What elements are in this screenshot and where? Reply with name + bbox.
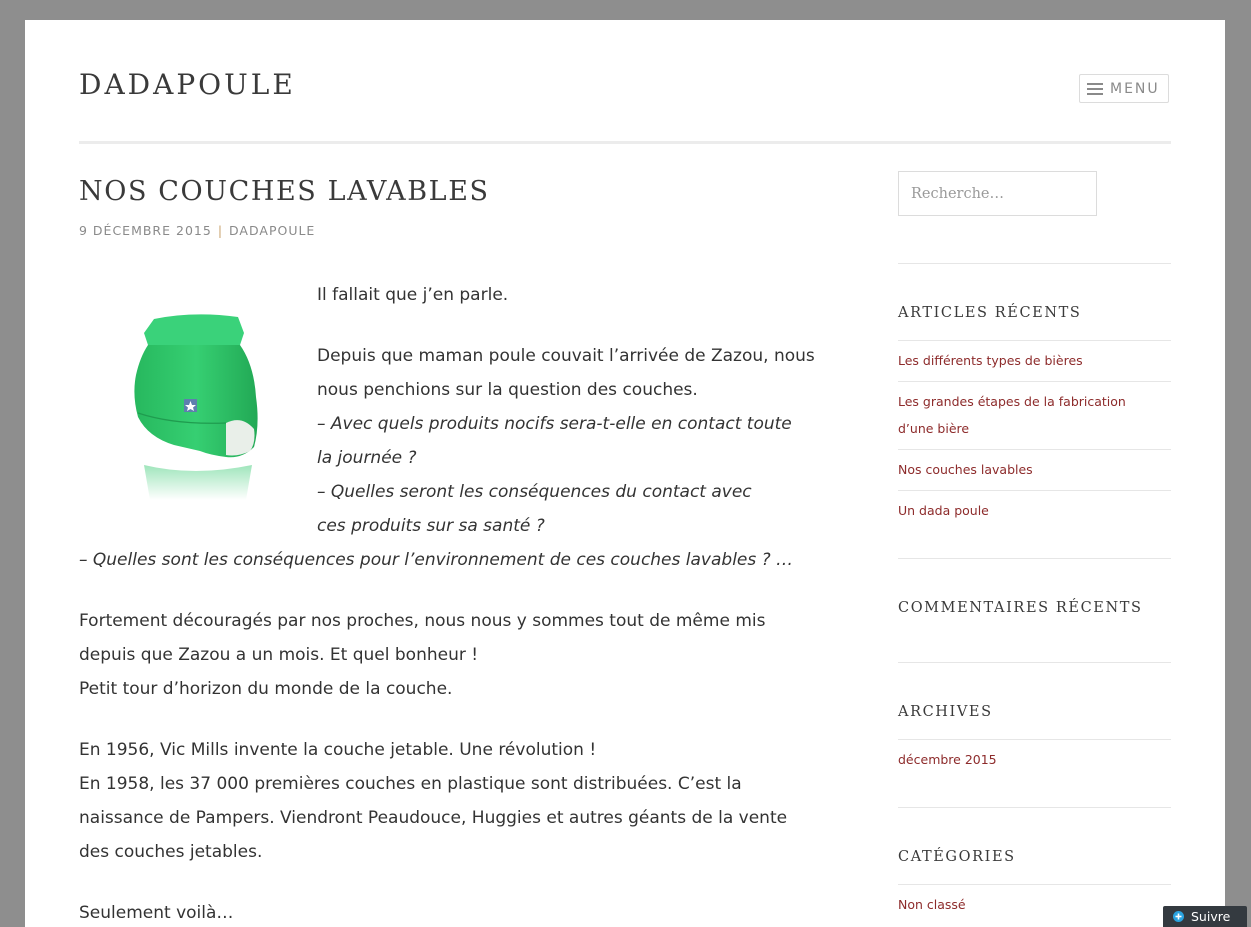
question-line (79, 543, 849, 577)
recent-post-link[interactable]: Les différents types de bières (898, 353, 1083, 368)
menu-button[interactable] (1079, 74, 1169, 103)
paragraph-line: En 1956, Vic Mills invente la couche jetable. Une révolution ! (79, 740, 597, 760)
paragraph-line: Seulement voilà… (79, 903, 234, 923)
sidebar-divider (898, 263, 1171, 264)
paragraph-line: naissance de Pampers. Viendront Peaudouce, Huggies et autres géants de la vente (79, 808, 788, 828)
recent-posts-title: ARTICLES RÉCENTS (898, 305, 1082, 321)
question-line (79, 475, 849, 509)
meta-separator: | (217, 223, 224, 238)
sidebar-divider (898, 490, 1171, 491)
sidebar-divider (898, 381, 1171, 382)
paragraph-line: depuis que Zazou a un mois. Et quel bonheur ! (79, 645, 479, 665)
paragraph-line: En 1958, les 37 000 premières couches en plastique sont distribuées. C’est la (79, 774, 742, 794)
article-content (79, 278, 849, 927)
article-title: NOS COUCHES LAVABLES (79, 176, 490, 207)
menu-label: MENU (1110, 80, 1160, 97)
archives-title: ARCHIVES (898, 704, 993, 720)
paragraph-line: Petit tour d’horizon du monde de la couche. (79, 679, 453, 699)
sidebar-divider (898, 739, 1171, 740)
paragraph-line: Depuis que maman poule couvait l’arrivée de Zazou, nous (317, 346, 815, 366)
question-line (79, 509, 849, 543)
sidebar-divider (898, 662, 1171, 663)
article-date-link[interactable]: 9 DÉCEMBRE 2015 (79, 223, 212, 238)
paragraph-line: des couches jetables. (79, 842, 263, 862)
sidebar-divider (898, 449, 1171, 450)
sidebar-divider (898, 340, 1171, 341)
recent-post-link[interactable]: Les grandes étapes de la fabrication d’une bière (898, 394, 1126, 436)
article-meta (79, 223, 315, 238)
question-text: la journée ? (317, 448, 417, 468)
paragraph-intro: Il fallait que j’en parle. (317, 285, 509, 305)
question-text: – Avec quels produits nocifs sera-t-elle en contact toute (317, 414, 792, 434)
recent-comments-title: COMMENTAIRES RÉCENTS (898, 600, 1143, 616)
sidebar-divider (898, 884, 1171, 885)
follow-button[interactable] (1163, 906, 1247, 927)
question-text: – Quelles seront les conséquences du contact avec (317, 482, 752, 502)
paragraph-line: Fortement découragés par nos proches, nous nous y sommes tout de même mis (79, 611, 766, 631)
article-author-link[interactable]: DADAPOULE (229, 223, 316, 238)
question-text: – Quelles sont les conséquences pour l’environnement de ces couches lavables ? … (79, 550, 794, 570)
hamburger-icon (1087, 83, 1103, 95)
recent-post-link[interactable]: Un dada poule (898, 503, 989, 518)
categories-title: CATÉGORIES (898, 849, 1016, 865)
plus-circle-icon (1173, 911, 1184, 922)
category-link[interactable]: Non classé (898, 897, 966, 912)
paragraph-line: nous penchions sur la question des couches. (317, 380, 698, 400)
question-line (79, 407, 849, 441)
header-divider (79, 141, 1171, 144)
question-line (79, 441, 849, 475)
recent-post-link[interactable]: Nos couches lavables (898, 462, 1033, 477)
search-input[interactable] (898, 171, 1097, 216)
sidebar-divider (898, 558, 1171, 559)
archive-link[interactable]: décembre 2015 (898, 752, 997, 767)
sidebar-divider (898, 807, 1171, 808)
follow-label: Suivre (1191, 909, 1231, 924)
page-container (25, 20, 1225, 927)
question-text: ces produits sur sa santé ? (317, 516, 545, 536)
site-title[interactable]: DADAPOULE (79, 68, 296, 101)
